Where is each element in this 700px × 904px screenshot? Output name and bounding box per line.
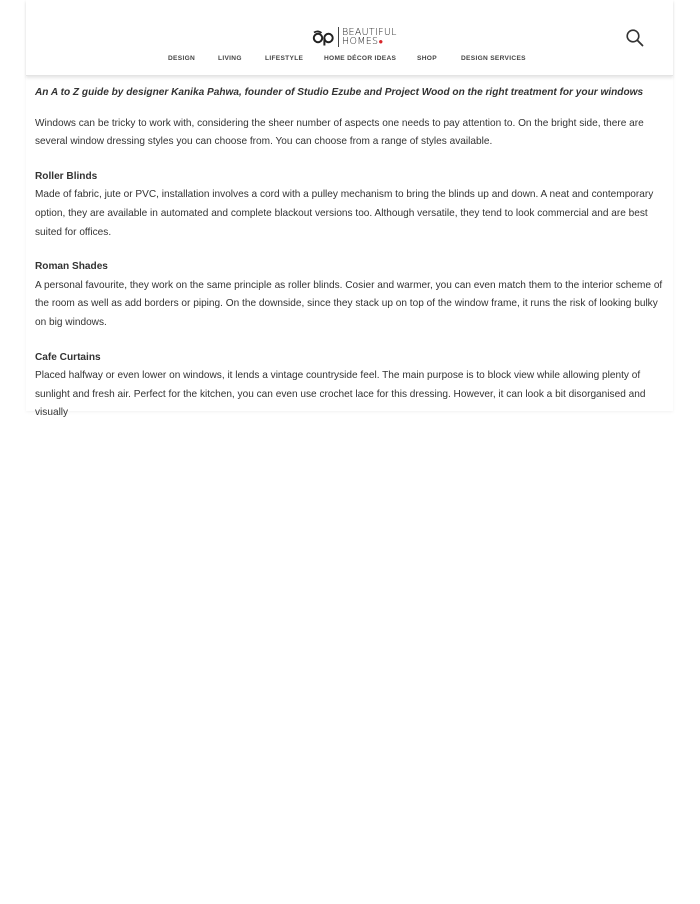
section-body: Placed halfway or even lower on windows, it lends a vintage countryside feel. The main purpose is to block view while allowing plenty of sunlight and fresh air. Perfect for the kitchen, you can even use crochet lace for this dressing. However, it can look a bit disorganised and visually <box>35 370 646 419</box>
nav-shop[interactable]: SHOP <box>417 55 437 62</box>
logo-divider <box>338 27 339 47</box>
section-title: Roller Blinds <box>35 170 98 182</box>
article-card <box>26 0 673 419</box>
section-body: A personal favourite, they work on the same principle as roller blinds. Cosier and warmer, you can even match them to the interior scheme of the room as well as add borders or piping. On the downside, since they stack up on top of the window frame, it runs the risk of looking bulky on big windows. <box>35 279 663 328</box>
section-title: Roman Shades <box>35 261 108 273</box>
nav-home-decor-ideas[interactable]: HOME DÉCOR IDEAS <box>324 55 397 62</box>
article-body <box>35 84 665 423</box>
section-roman-shades <box>35 258 665 332</box>
nav-lifestyle[interactable]: LIFESTYLE <box>265 55 304 62</box>
nav-design-services[interactable]: DESIGN SERVICES <box>461 55 526 62</box>
logo-red-dot: ● <box>378 37 384 46</box>
nav-design[interactable]: DESIGN <box>168 55 196 62</box>
section-cafe-curtains <box>35 349 665 423</box>
site-header <box>26 0 673 76</box>
logo-line-2-text: HOMES <box>342 36 379 47</box>
logo-line-2 <box>342 37 397 46</box>
logo-mark-icon <box>312 28 335 46</box>
search-icon <box>625 28 645 48</box>
site-logo[interactable] <box>312 26 404 48</box>
section-roller-blinds <box>35 168 665 242</box>
main-nav <box>26 55 673 67</box>
logo-wordmark <box>342 28 397 46</box>
section-body: Made of fabric, jute or PVC, installation involves a cord with a pulley mechanism to bring the blinds up and down. A neat and contemporary option, they are available in automated and complete blackout versions too. Although versatile, they tend to look commercial and are best suited for offices. <box>35 189 654 238</box>
nav-living[interactable]: LIVING <box>218 55 242 62</box>
article-opening-paragraph: Windows can be tricky to work with, considering the sheer number of aspects one needs to pay attention to. On the bright side, there are several window dressing styles you can choose from. You can choose from a range of styles available. <box>35 117 644 148</box>
logo-line-1: BEAUTIFUL <box>342 27 397 38</box>
article-intro: An A to Z guide by designer Kanika Pahwa, founder of Studio Ezube and Project Wood on the right treatment for your windows <box>35 87 644 98</box>
search-button[interactable] <box>625 28 645 48</box>
section-title: Cafe Curtains <box>35 351 101 363</box>
